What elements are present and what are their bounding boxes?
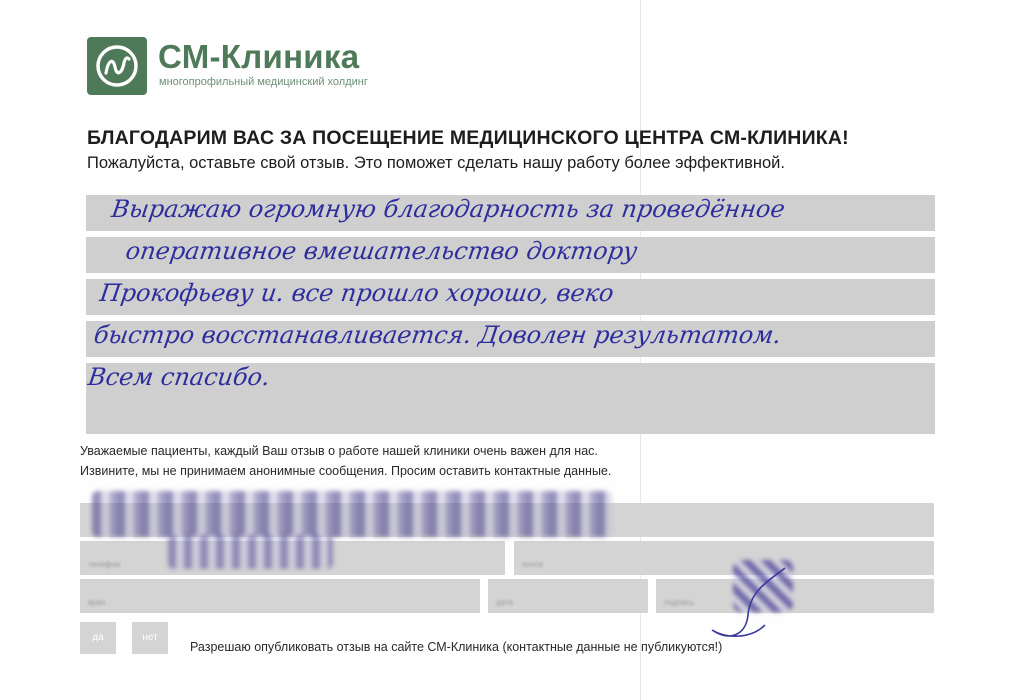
consent-yes-checkbox[interactable]: да [80, 622, 116, 654]
redacted-name [92, 491, 612, 537]
review-text-line: быстро восстанавливается. Доволен результатом. [92, 321, 783, 349]
review-text-line: Всем спасибо. [86, 363, 272, 391]
clinic-tagline: многопрофильный медицинский холдинг [159, 76, 368, 88]
consent-text: Разрешаю опубликовать отзыв на сайте СМ-Клиника (контактные данные не публикуются!) [190, 640, 723, 654]
page-title: БЛАГОДАРИМ ВАС ЗА ПОСЕЩЕНИЕ МЕДИЦИНСКОГО ЦЕНТРА СМ-КЛИНИКА! [87, 127, 849, 149]
clinic-logo-icon [87, 37, 147, 95]
contact-email-field: почта [514, 541, 934, 575]
review-text-line: Выражаю огромную благодарность за проведённое [109, 195, 787, 223]
handwritten-review [85, 188, 955, 398]
info-text-line: Извините, мы не принимаем анонимные сообщения. Просим оставить контактные данные. [80, 464, 612, 478]
consent-no-checkbox[interactable]: нет [132, 622, 168, 654]
page-subtitle: Пожалуйста, оставьте свой отзыв. Это поможет сделать нашу работу более эффективной. [87, 154, 785, 172]
contact-doctor-field: врач [80, 579, 480, 613]
info-text-line: Уважаемые пациенты, каждый Ваш отзыв о работе нашей клиники очень важен для нас. [80, 444, 598, 458]
contact-date-field: дата [488, 579, 648, 613]
review-text-line: оперативное вмешательство доктору [123, 237, 640, 265]
contact-signature-field: подпись [656, 579, 934, 613]
clinic-brand-name: СМ-Клиника [158, 38, 360, 75]
contact-phone-field: телефон [80, 541, 505, 575]
review-text-line: Прокофьеву и. все прошло хорошо, веко [98, 279, 616, 307]
redacted-phone [168, 535, 333, 569]
review-line-bg [86, 398, 935, 434]
